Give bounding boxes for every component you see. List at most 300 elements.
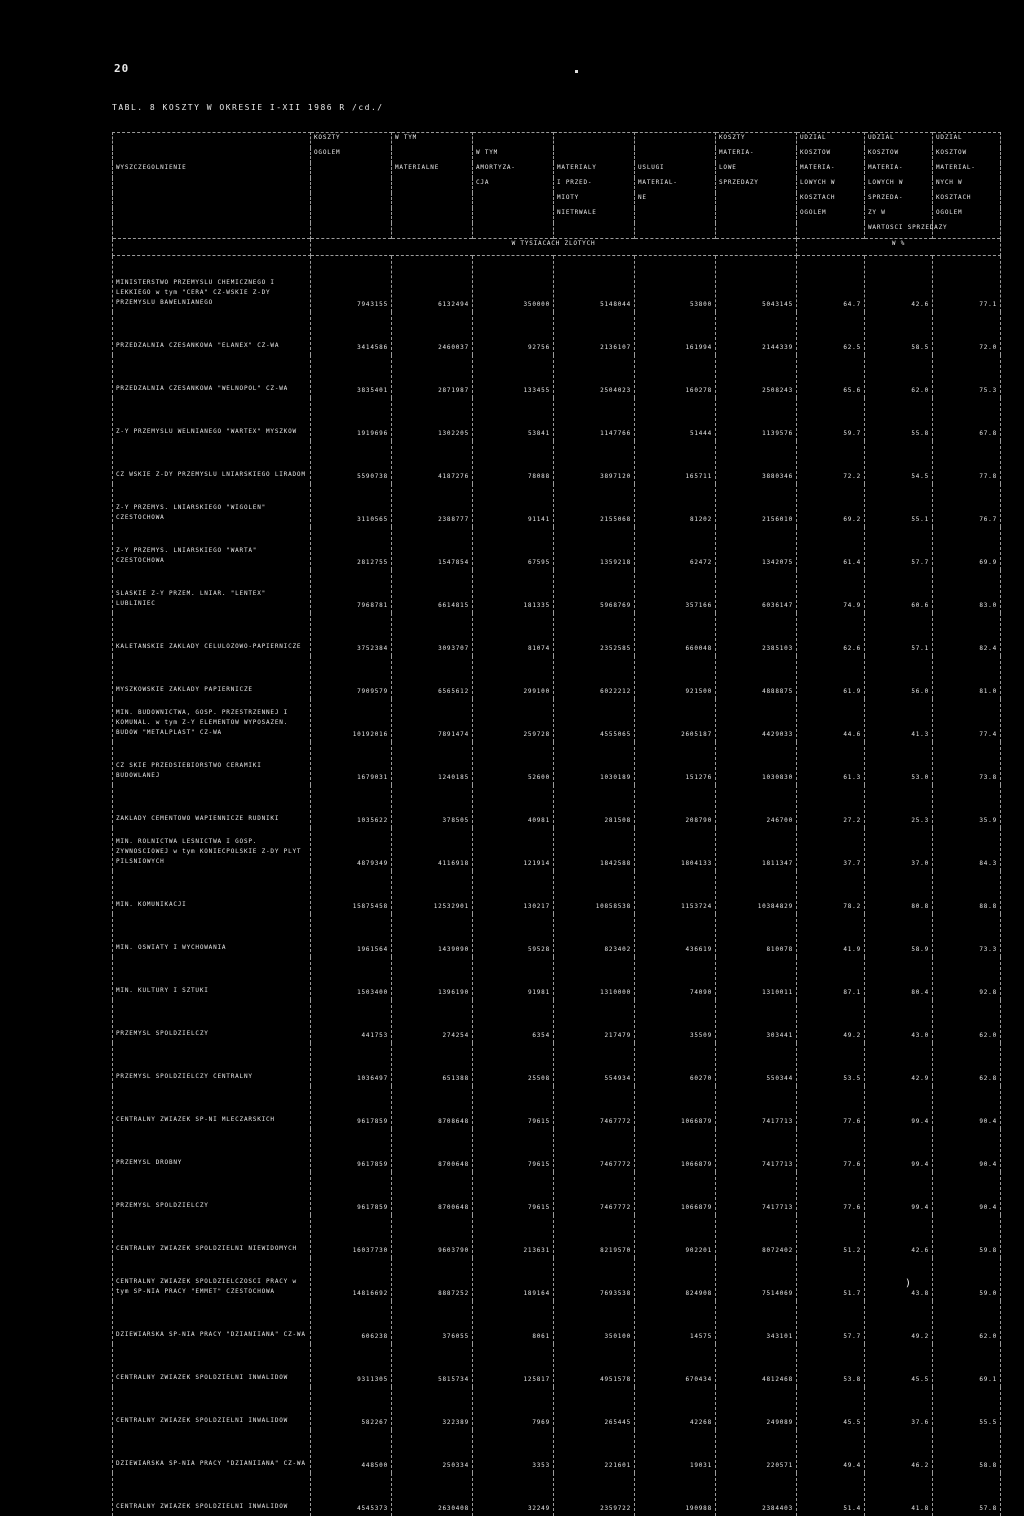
value-cell: 4429033 (716, 699, 797, 742)
value-cell: 51.4 (797, 1473, 865, 1516)
table-row (113, 1043, 1001, 1086)
value-cell: 53.0 (865, 742, 933, 785)
value-cell: 81074 (473, 613, 554, 656)
value-cell: 57.1 (865, 613, 933, 656)
value-cell: 72.2 (797, 441, 865, 484)
value-cell: 57.7 (865, 527, 933, 570)
value-cell: 77.6 (797, 1172, 865, 1215)
table-row (113, 1000, 1001, 1043)
value-cell: 45.5 (797, 1387, 865, 1430)
header-cell (554, 133, 635, 149)
value-cell: 92.8 (933, 957, 1001, 1000)
header-cell (392, 208, 473, 223)
value-cell: 37.7 (797, 828, 865, 871)
header-cell: KOSZTY (716, 133, 797, 149)
header-cell: MATERIA- (865, 163, 933, 178)
value-cell: 7467772 (554, 1172, 635, 1215)
value-cell: 7417713 (716, 1172, 797, 1215)
value-cell: 77.8 (933, 441, 1001, 484)
value-cell: 2144339 (716, 312, 797, 355)
value-cell: 554934 (554, 1043, 635, 1086)
header-cell: LOWYCH W (865, 178, 933, 193)
row-label: MIN. KULTURY I SZTUKI (113, 957, 311, 1000)
value-cell: 75.3 (933, 355, 1001, 398)
header-cell (635, 148, 716, 163)
value-cell: 221601 (554, 1430, 635, 1473)
table-header (113, 133, 1001, 256)
value-cell: 651388 (392, 1043, 473, 1086)
value-cell: 10384829 (716, 871, 797, 914)
row-label: MIN. ROLNICTWA LESNICTWA I GOSP. ZYWNOSCIOWEJ w tym KONIECPOLSKIE Z-DY PLYT PILSNIOWYCH (113, 828, 311, 871)
header-row (113, 163, 1001, 178)
header-cell (716, 223, 797, 239)
value-cell: 1547854 (392, 527, 473, 570)
value-cell: 9603790 (392, 1215, 473, 1258)
table-row (113, 398, 1001, 441)
value-cell: 80.8 (865, 871, 933, 914)
header-cell: OGOLEM (311, 148, 392, 163)
value-cell: 32249 (473, 1473, 554, 1516)
row-label: PRZEDZALNIA CZESANKOWA "ELANEX" CZ-WA (113, 312, 311, 355)
value-cell: 125817 (473, 1344, 554, 1387)
value-cell: 376055 (392, 1301, 473, 1344)
header-cell: MATERIAL- (933, 163, 1001, 178)
table-row (113, 699, 1001, 742)
value-cell: 1153724 (635, 871, 716, 914)
value-cell: 8072402 (716, 1215, 797, 1258)
value-cell: 35509 (635, 1000, 716, 1043)
value-cell: 42.6 (865, 1215, 933, 1258)
value-cell: 3835401 (311, 355, 392, 398)
value-cell: 62.0 (933, 1000, 1001, 1043)
value-cell: 91981 (473, 957, 554, 1000)
value-cell: 61.9 (797, 656, 865, 699)
table-row (113, 871, 1001, 914)
header-cell: MATERIALNE (392, 163, 473, 178)
value-cell: 165711 (635, 441, 716, 484)
value-cell: 69.9 (933, 527, 1001, 570)
value-cell: 1919696 (311, 398, 392, 441)
header-cell: WARTOSCI SPRZEDAZY (865, 223, 933, 239)
table-row (113, 1387, 1001, 1430)
value-cell: 121914 (473, 828, 554, 871)
header-cell (473, 208, 554, 223)
value-cell: 99.4 (865, 1086, 933, 1129)
header-cell: NE (635, 193, 716, 208)
table-row (113, 312, 1001, 355)
value-cell: 2388777 (392, 484, 473, 527)
value-cell: 59.0 (933, 1258, 1001, 1301)
value-cell: 14816692 (311, 1258, 392, 1301)
value-cell: 213631 (473, 1215, 554, 1258)
value-cell: 810078 (716, 914, 797, 957)
value-cell: 1066879 (635, 1129, 716, 1172)
table-row (113, 1129, 1001, 1172)
header-row (113, 208, 1001, 223)
value-cell: 53.8 (797, 1344, 865, 1387)
value-cell: 7943155 (311, 256, 392, 313)
value-cell: 9617859 (311, 1129, 392, 1172)
header-cell (311, 163, 392, 178)
header-cell: UDZIAL (865, 133, 933, 149)
header-cell: I PRZED- (554, 178, 635, 193)
value-cell: 19031 (635, 1430, 716, 1473)
value-cell: 2871987 (392, 355, 473, 398)
header-cell: UDZIAL (933, 133, 1001, 149)
row-label: PRZEMYSL SPOLDZIELCZY (113, 1172, 311, 1215)
header-cell (113, 193, 311, 208)
value-cell: 6354 (473, 1000, 554, 1043)
value-cell: 6036147 (716, 570, 797, 613)
table-row (113, 256, 1001, 313)
value-cell: 79615 (473, 1129, 554, 1172)
value-cell: 62.0 (933, 1301, 1001, 1344)
table-row (113, 613, 1001, 656)
header-cell (113, 208, 311, 223)
value-cell: 62.8 (933, 1043, 1001, 1086)
value-cell: 41.8 (865, 1473, 933, 1516)
table-row (113, 355, 1001, 398)
header-cell: UDZIAL (797, 133, 865, 149)
row-label: MINISTERSTWO PRZEMYSLU CHEMICZNEGO I LEKKIEGO w tym "CERA" CZ-WSKIE Z-DY PRZEMYSLU BAWELNIANEGO (113, 256, 311, 313)
value-cell: 7467772 (554, 1129, 635, 1172)
value-cell: 14575 (635, 1301, 716, 1344)
value-cell: 1396190 (392, 957, 473, 1000)
value-cell: 9617859 (311, 1086, 392, 1129)
value-cell: 5148044 (554, 256, 635, 313)
value-cell: 60270 (635, 1043, 716, 1086)
value-cell: 265445 (554, 1387, 635, 1430)
value-cell: 6022212 (554, 656, 635, 699)
value-cell: 8061 (473, 1301, 554, 1344)
value-cell: 2359722 (554, 1473, 635, 1516)
value-cell: 62.6 (797, 613, 865, 656)
value-cell: 43.0 (865, 1000, 933, 1043)
value-cell: 49.4 (797, 1430, 865, 1473)
value-cell: 74.9 (797, 570, 865, 613)
value-cell: 51.2 (797, 1215, 865, 1258)
value-cell: 259728 (473, 699, 554, 742)
value-cell: 448500 (311, 1430, 392, 1473)
header-cell: OGOLEM (933, 208, 1001, 223)
value-cell: 8700648 (392, 1129, 473, 1172)
header-cell (392, 223, 473, 239)
table-row (113, 1172, 1001, 1215)
value-cell: 77.6 (797, 1129, 865, 1172)
value-cell: 4879349 (311, 828, 392, 871)
row-label: Z-Y PRZEMYSLU WELNIANEGO "WARTEX" MYSZKOW (113, 398, 311, 441)
value-cell: 281508 (554, 785, 635, 828)
value-cell: 10192016 (311, 699, 392, 742)
table-row (113, 957, 1001, 1000)
value-cell: 7514069 (716, 1258, 797, 1301)
value-cell: 902201 (635, 1215, 716, 1258)
value-cell: 1679031 (311, 742, 392, 785)
value-cell: 1439090 (392, 914, 473, 957)
closing-mark: ) (905, 1278, 911, 1289)
value-cell: 190988 (635, 1473, 716, 1516)
units-percent-label: W % (797, 239, 1001, 256)
value-cell: 2812755 (311, 527, 392, 570)
header-cell (392, 193, 473, 208)
value-cell: 37.6 (865, 1387, 933, 1430)
header-row (113, 193, 1001, 208)
value-cell: 220571 (716, 1430, 797, 1473)
value-cell: 55.1 (865, 484, 933, 527)
value-cell: 64.7 (797, 256, 865, 313)
value-cell: 59.7 (797, 398, 865, 441)
table-row (113, 441, 1001, 484)
header-cell: MATERIALY (554, 163, 635, 178)
header-cell: KOSZTACH (933, 193, 1001, 208)
value-cell: 1342075 (716, 527, 797, 570)
value-cell: 2156010 (716, 484, 797, 527)
value-cell: 2155068 (554, 484, 635, 527)
header-cell (473, 193, 554, 208)
value-cell: 299100 (473, 656, 554, 699)
value-cell: 92756 (473, 312, 554, 355)
row-label: SLASKIE Z-Y PRZEM. LNIAR. "LENTEX" LUBLINIEC (113, 570, 311, 613)
header-cell: KOSZTY (311, 133, 392, 149)
value-cell: 77.6 (797, 1086, 865, 1129)
table-row (113, 1344, 1001, 1387)
value-cell: 43.8 (865, 1258, 933, 1301)
value-cell: 51.7 (797, 1258, 865, 1301)
value-cell: 42.9 (865, 1043, 933, 1086)
header-cell: SPRZEDA- (865, 193, 933, 208)
header-cell (473, 133, 554, 149)
value-cell: 7909579 (311, 656, 392, 699)
value-cell: 52600 (473, 742, 554, 785)
value-cell: 67595 (473, 527, 554, 570)
header-cell (311, 193, 392, 208)
row-label: CZ SKIE PRZEDSIEBIORSTWO CERAMIKI BUDOWLANEJ (113, 742, 311, 785)
row-label: MIN. KOMUNIKACJI (113, 871, 311, 914)
header-cell: KOSZTACH (797, 193, 865, 208)
value-cell: 61.3 (797, 742, 865, 785)
header-cell (635, 133, 716, 149)
value-cell: 44.6 (797, 699, 865, 742)
header-cell: MATERIA- (716, 148, 797, 163)
value-cell: 77.4 (933, 699, 1001, 742)
value-cell: 217479 (554, 1000, 635, 1043)
header-cell: OGOLEM (797, 208, 865, 223)
value-cell: 2508243 (716, 355, 797, 398)
value-cell: 27.2 (797, 785, 865, 828)
value-cell: 81.0 (933, 656, 1001, 699)
header-cell: NYCH W (933, 178, 1001, 193)
value-cell: 57.7 (797, 1301, 865, 1344)
value-cell: 8708648 (392, 1086, 473, 1129)
value-cell: 67.8 (933, 398, 1001, 441)
row-label: DZIEWIARSKA SP-NIA PRACY "DZIANIIANA" CZ-WA (113, 1301, 311, 1344)
value-cell: 46.2 (865, 1430, 933, 1473)
value-cell: 4555065 (554, 699, 635, 742)
value-cell: 58.8 (933, 1430, 1001, 1473)
table-row (113, 828, 1001, 871)
header-cell (113, 148, 311, 163)
table-row (113, 1086, 1001, 1129)
value-cell: 42.6 (865, 256, 933, 313)
row-label: CENTRALNY ZWIAZEK SPOLDZIELNI INWALIDOW (113, 1344, 311, 1387)
value-cell: 53841 (473, 398, 554, 441)
header-cell: MATERIA- (797, 163, 865, 178)
row-label: CENTRALNY ZWIAZEK SPOLDZIELCZOSCI PRACY w tym SP-NIA PRACY "EMMET" CZESTOCHOWA (113, 1258, 311, 1301)
value-cell: 25508 (473, 1043, 554, 1086)
value-cell: 7969 (473, 1387, 554, 1430)
value-cell: 436619 (635, 914, 716, 957)
row-label: MIN. OSWIATY I WYCHOWANIA (113, 914, 311, 957)
value-cell: 1036497 (311, 1043, 392, 1086)
value-cell: 59528 (473, 914, 554, 957)
header-cell: CJA (473, 178, 554, 193)
value-cell: 15875458 (311, 871, 392, 914)
header-cell (113, 178, 311, 193)
row-label: PRZEDZALNIA CZESANKOWA "WELNOPOL" CZ-WA (113, 355, 311, 398)
value-cell: 303441 (716, 1000, 797, 1043)
value-cell: 1961564 (311, 914, 392, 957)
header-cell: LOWE (716, 163, 797, 178)
value-cell: 49.2 (865, 1301, 933, 1344)
value-cell: 3752384 (311, 613, 392, 656)
row-label: MIN. BUDOWNICTWA, GOSP. PRZESTRZENNEJ I KOMUNAL. w tym Z-Y ELEMENTOW WYPOSAZEN. BUDOW "METALPLAST" CZ-WA (113, 699, 311, 742)
row-label: CENTRALNY ZWIAZEK SPOLDZIELNI INWALIDOW (113, 1387, 311, 1430)
table-row (113, 570, 1001, 613)
header-row (113, 133, 1001, 149)
header-cell: MATERIAL- (635, 178, 716, 193)
header-row (113, 223, 1001, 239)
value-cell: 249089 (716, 1387, 797, 1430)
header-cell (392, 178, 473, 193)
value-cell: 5968769 (554, 570, 635, 613)
value-cell: 51444 (635, 398, 716, 441)
row-label: CZ WSKIE Z-DY PRZEMYSLU LNIARSKIEGO LIRADOM (113, 441, 311, 484)
value-cell: 550344 (716, 1043, 797, 1086)
value-cell: 79615 (473, 1172, 554, 1215)
value-cell: 9311305 (311, 1344, 392, 1387)
header-row (113, 148, 1001, 163)
value-cell: 7693538 (554, 1258, 635, 1301)
table-row (113, 1215, 1001, 1258)
value-cell: 3093707 (392, 613, 473, 656)
value-cell: 62.5 (797, 312, 865, 355)
header-cell: KOSZTOW (933, 148, 1001, 163)
header-cell: LOWYCH W (797, 178, 865, 193)
table-row (113, 1301, 1001, 1344)
header-cell (311, 223, 392, 239)
row-label: PRZEMYSL DROBNY (113, 1129, 311, 1172)
value-cell: 823402 (554, 914, 635, 957)
value-cell: 41.9 (797, 914, 865, 957)
value-cell: 54.5 (865, 441, 933, 484)
header-cell (113, 133, 311, 149)
value-cell: 74090 (635, 957, 716, 1000)
header-cell: KOSZTOW (865, 148, 933, 163)
value-cell: 8700648 (392, 1172, 473, 1215)
header-cell: USLUGI (635, 163, 716, 178)
value-cell: 72.0 (933, 312, 1001, 355)
value-cell: 1030189 (554, 742, 635, 785)
value-cell: 2605187 (635, 699, 716, 742)
value-cell: 3110565 (311, 484, 392, 527)
value-cell: 84.3 (933, 828, 1001, 871)
header-cell (392, 148, 473, 163)
row-label: CENTRALNY ZWIAZEK SPOLDZIELNI INWALIDOW (113, 1473, 311, 1516)
value-cell: 87.1 (797, 957, 865, 1000)
value-cell: 25.3 (865, 785, 933, 828)
value-cell: 246700 (716, 785, 797, 828)
row-label: Z-Y PRZEMYS. LNIARSKIEGO "WARTA" CZESTOCHOWA (113, 527, 311, 570)
header-row (113, 178, 1001, 193)
value-cell: 99.4 (865, 1172, 933, 1215)
value-cell: 6132494 (392, 256, 473, 313)
value-cell: 3414586 (311, 312, 392, 355)
value-cell: 81202 (635, 484, 716, 527)
value-cell: 189164 (473, 1258, 554, 1301)
value-cell: 77.1 (933, 256, 1001, 313)
table-title: TABL. 8 KOSZTY W OKRESIE I-XII 1986 R /cd./ (112, 103, 384, 112)
value-cell: 921500 (635, 656, 716, 699)
value-cell: 160278 (635, 355, 716, 398)
value-cell: 1035622 (311, 785, 392, 828)
value-cell: 2504023 (554, 355, 635, 398)
row-label: Z-Y PRZEMYS. LNIARSKIEGO "WIGOLEN" CZESTOCHOWA (113, 484, 311, 527)
value-cell: 60.6 (865, 570, 933, 613)
value-cell: 3353 (473, 1430, 554, 1473)
value-cell: 99.4 (865, 1129, 933, 1172)
header-cell (113, 223, 311, 239)
table-row (113, 1258, 1001, 1301)
value-cell: 49.2 (797, 1000, 865, 1043)
value-cell: 88.8 (933, 871, 1001, 914)
value-cell: 250334 (392, 1430, 473, 1473)
value-cell: 12532901 (392, 871, 473, 914)
value-cell: 79615 (473, 1086, 554, 1129)
value-cell: 4545373 (311, 1473, 392, 1516)
value-cell: 41.3 (865, 699, 933, 742)
value-cell: 91141 (473, 484, 554, 527)
value-cell: 62472 (635, 527, 716, 570)
value-cell: 69.2 (797, 484, 865, 527)
value-cell: 1842588 (554, 828, 635, 871)
row-label: PRZEMYSL SPOLDZIELCZY CENTRALNY (113, 1043, 311, 1086)
header-cell (797, 223, 865, 239)
value-cell: 7467772 (554, 1086, 635, 1129)
value-cell: 1503400 (311, 957, 392, 1000)
header-cell (635, 208, 716, 223)
value-cell: 62.0 (865, 355, 933, 398)
value-cell: 824908 (635, 1258, 716, 1301)
row-label: PRZEMYSL SPOLDZIELCZY (113, 1000, 311, 1043)
table-row (113, 742, 1001, 785)
value-cell: 1811347 (716, 828, 797, 871)
header-cell (554, 148, 635, 163)
value-cell: 10858538 (554, 871, 635, 914)
value-cell: 7417713 (716, 1086, 797, 1129)
row-label: MYSZKOWSKIE ZAKLADY PAPIERNICZE (113, 656, 311, 699)
value-cell: 161994 (635, 312, 716, 355)
row-label: DZIEWIARSKA SP-NIA PRACY "DZIANIIANA" CZ-WA (113, 1430, 311, 1473)
value-cell: 57.8 (933, 1473, 1001, 1516)
value-cell: 90.4 (933, 1129, 1001, 1172)
value-cell: 322389 (392, 1387, 473, 1430)
value-cell: 2384403 (716, 1473, 797, 1516)
value-cell: 582267 (311, 1387, 392, 1430)
value-cell: 76.7 (933, 484, 1001, 527)
header-cell (473, 223, 554, 239)
table-row (113, 914, 1001, 957)
value-cell: 3880346 (716, 441, 797, 484)
